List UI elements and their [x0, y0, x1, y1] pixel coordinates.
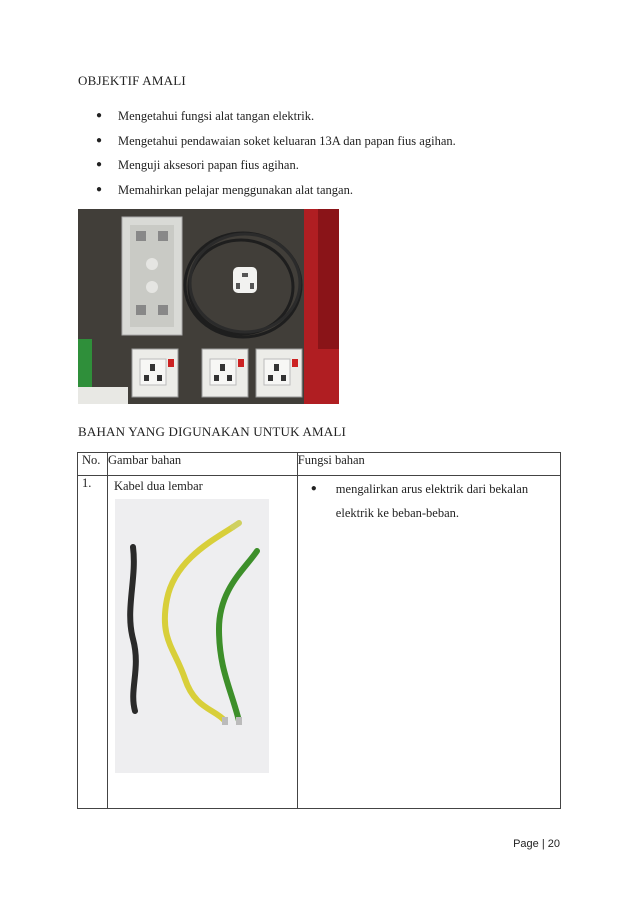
table-row [78, 476, 561, 809]
bullet-icon: ● [96, 134, 103, 146]
fungsi-item: ● mengalirkan arus elektrik dari bekalan elektrik ke beban-beban. [298, 476, 560, 525]
socket-1 [132, 349, 178, 397]
row-number: 1. [78, 476, 108, 809]
column-header-gambar: Gambar bahan [107, 453, 297, 476]
distribution-box [122, 217, 182, 335]
column-header-no: No. [78, 453, 108, 476]
bahan-heading: BAHAN YANG DIGUNAKAN UNTUK AMALI [78, 424, 347, 439]
column-header-fungsi: Fungsi bahan [297, 453, 560, 476]
bullet-icon: ● [96, 159, 103, 170]
bullet-icon: ● [96, 110, 103, 121]
bullet-icon: ● [310, 483, 317, 494]
bullet-icon: ● [96, 183, 103, 195]
list-item: ● Mengetahui pendawaian soket keluaran 13A dan papan fius agihan. [96, 133, 456, 158]
page-number: Page | 20 [513, 838, 560, 850]
objektif-list [96, 108, 456, 206]
list-item: ● Mengetahui fungsi alat tangan elektrik. [96, 108, 456, 133]
list-item: ● Menguji aksesori papan fius agihan. [96, 157, 456, 182]
gambar-cell [107, 476, 297, 809]
list-item: ● Memahirkan pelajar menggunakan alat tangan. [96, 182, 456, 207]
socket-2 [202, 349, 248, 397]
material-name: Kabel dua lembar [113, 479, 203, 493]
objektif-heading: OBJEKTIF AMALI [78, 73, 186, 88]
cable-photo [115, 499, 269, 773]
table-header-row [78, 453, 561, 476]
materials-photo [78, 209, 339, 404]
bahan-table [77, 452, 561, 809]
fungsi-cell [297, 476, 560, 809]
socket-3 [256, 349, 302, 397]
plug [233, 267, 257, 293]
